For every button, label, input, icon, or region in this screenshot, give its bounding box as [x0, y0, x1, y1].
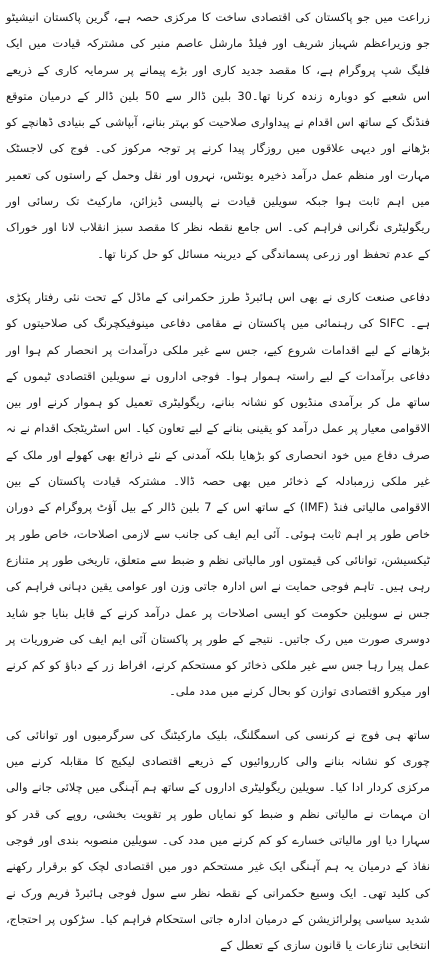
article-page [6, 4, 431, 953]
paragraph-spacer [6, 267, 430, 284]
article-paragraph: زراعت میں جو پاکستان کی اقتصادی ساخت کا مرکزی حصہ ہے، گرین پاکستان انیشیٹو جو وزیراعظم شہباز شریف اور فیلڈ مارشل عاصم منیر کی مشترکہ قیادت میں ایک فلیگ شپ پروگرام ہے، کا مقصد جدید کاری اور بڑے پیمانے پر سرمایہ کاری کے ذریعے اس شعبے کو دوبارہ زندہ کرنا تھا۔30 بلین ڈالر سے 50 بلین ڈالر کے درمیان متوقع فنڈنگ کے ساتھ اس اقدام نے پیداواری صلاحیت کو بہتر بنانے، آبپاشی کے بنیادی ڈھانچے کو بڑھانے اور دیہی علاقوں میں روزگار پیدا کرنے پر توجہ مرکوز کی۔ فوج کی لاجسٹک مہارت اور منظم عمل درآمد ذخیرہ یونٹس، نہروں اور نقل وحمل کے راستوں کی تعمیر میں اہم ثابت ہوا جبکہ سویلین قیادت نے پالیسی ڈیزائن، مارکیٹ تک رسائی اور ریگولیٹری نگرانی فراہم کی۔ اس جامع نقطہ نظر کا مقصد سبز انقلاب لانا اور خوراک کے عدم تحفظ اور زرعی پسماندگی کے دیرینہ مسائل کو حل کرنا تھا۔ [6, 10, 431, 261]
article-paragraph: ساتھ ہی فوج نے کرنسی کی اسمگلنگ، بلیک مارکیٹنگ کی سرگرمیوں اور توانائی کی چوری کو نشانہ بنانے والی کارروائیوں کے ذریعے اقتصادی لیکیج کا مقابلہ کرنے میں مرکزی کردار ادا کیا۔ سویلین ریگولیٹری اداروں کے ساتھ ہم آہنگی میں چلائی جانے والی ان مہمات نے مالیاتی نظم و ضبط کو نمایاں طور پر تقویت بخشی، روپے کی قدر کو سہارا دیا اور مالیاتی خسارے کو کم کرنے میں مدد کی۔ سویلین منصوبہ بندی اور فوجی نفاذ کے درمیان یہ ہم آہنگی ایک غیر مستحکم دور میں اقتصادی لچک کو برقرار رکھنے کی کلید تھی۔ ایک وسیع حکمرانی کے نقطہ نظر سے سول فوجی ہائبرڈ فریم ورک نے شدید سیاسی پولرائزیشن کے درمیان ادارہ جاتی استحکام فراہم کیا۔ سڑکوں پر احتجاج، انتخابی تنازعات یا قانون سازی کے تعطل کے [6, 727, 430, 953]
paragraph-spacer [6, 705, 430, 722]
article-paragraph: دفاعی صنعت کاری نے بھی اس ہائبرڈ طرز حکمرانی کے ماڈل کے تحت نئی رفتار پکڑی ہے۔ SIFC کی رہنمائی میں پاکستان نے مقامی دفاعی مینوفیکچرنگ کی صلاحیتوں کو بڑھانے کے لیے اقدامات شروع کیے، جس سے غیر ملکی درآمدات پر انحصار کم ہوا اور دفاعی برآمدات کے لیے راستہ ہموار ہوا۔ فوجی اداروں نے سویلین اقتصادی ٹیموں کے ساتھ مل کر برآمدی منڈیوں کو نشانہ بنانے، ریگولیٹری تعمیل کو ہموار کرنے اور بین الاقوامی معیار پر عمل درآمد کو یقینی بنانے کے لیے تعاون کیا۔ اس اسٹریٹجک اقدام نے نہ صرف دفاع میں خود انحصاری کو بڑھایا بلکہ آمدنی کے نئے ذرائع بھی کھولے اور ملک کے غیر ملکی زرمبادلہ کے ذخائر میں بھی حصہ ڈالا۔ مشترکہ قیادت پاکستان کے بین الاقوامی مالیاتی فنڈ (IMF) کے ساتھ اس کے 7 بلین ڈالر کے بیل آؤٹ پروگرام کے دوران خاص طور پر اہم ثابت ہوئی۔ آئی ایم ایف کی جانب سے لازمی اصلاحات، خاص طور پر ٹیکسیشن، توانائی کی قیمتوں اور مالیاتی نظم و ضبط سے متعلق، تاریخی طور پر متنازع رہی ہیں۔ تاہم فوجی حمایت نے اس ادارہ جاتی وزن اور عوامی یقین دہانی فراہم کی جس نے سویلین حکومت کو ایسی اصلاحات پر عمل درآمد کرنے کے قابل بنایا جو شاید دوسری صورت میں رک جاتیں۔ نتیجے کے طور پر پاکستان آئی ایم ایف کی ضروریات پر عمل پیرا رہا جس سے غیر ملکی ذخائر کو مستحکم کرنے، افراط زر کے دباؤ کو کم کرنے اور میکرو اقتصادی توازن کو بحال کرنے میں مدد ملی۔ [6, 289, 430, 699]
